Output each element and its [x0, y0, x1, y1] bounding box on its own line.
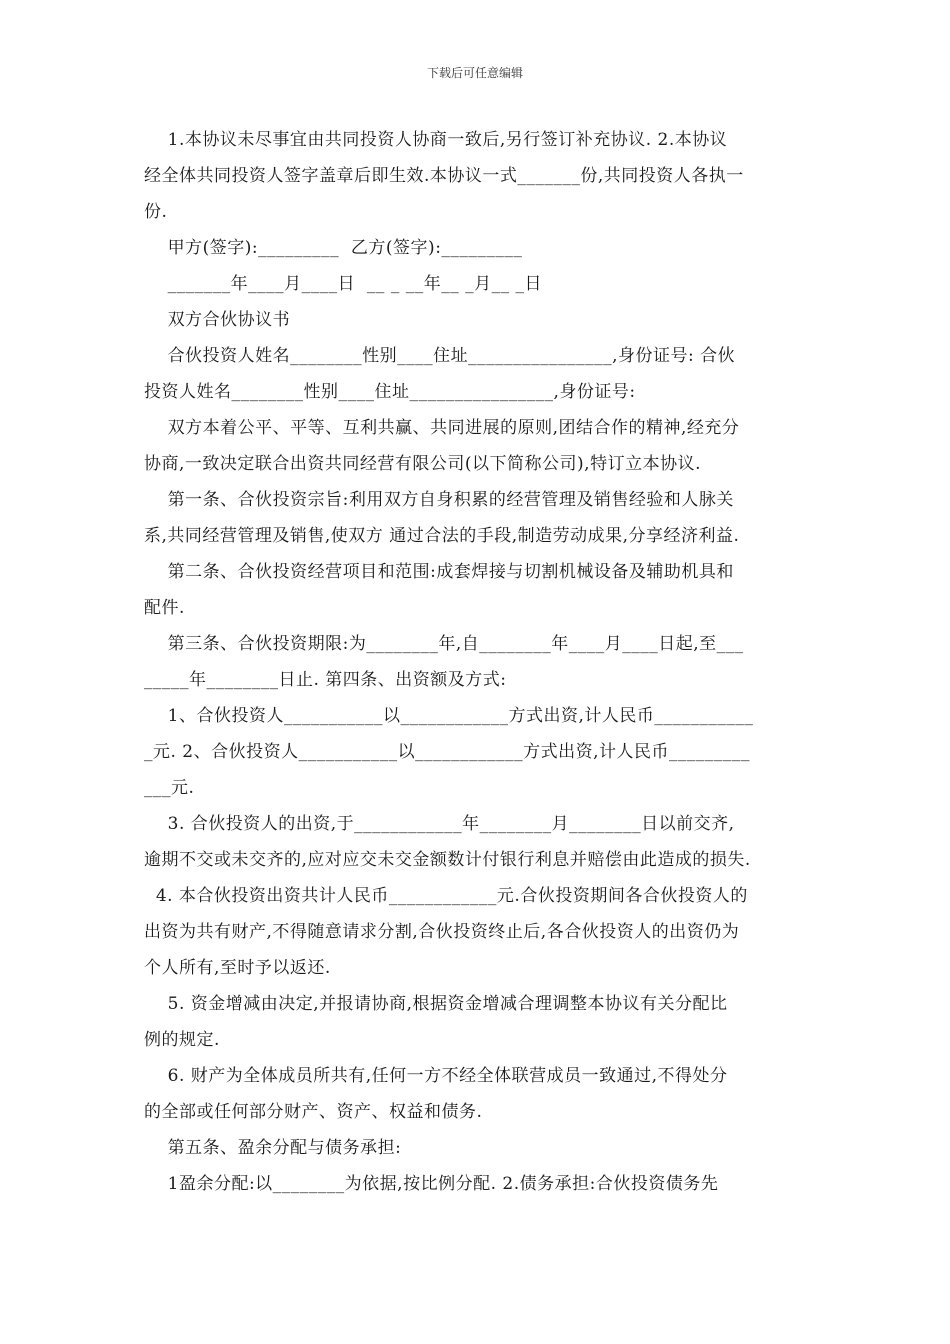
text-line: _元. 2、合伙投资人___________以____________方式出资,计人民币_________: [144, 742, 751, 762]
text-line: 双方本着公平、平等、互利共赢、共同进展的原则,团结合作的精神,经充分: [144, 418, 740, 438]
text-line: 配件.: [144, 598, 185, 618]
text-line: 合伙投资人姓名________性别____住址________________,身份证号: 合伙: [144, 346, 736, 366]
text-line: 系,共同经营管理及销售,使双方 通过合法的手段,制造劳动成果,分享经济利益.: [144, 526, 740, 546]
text-line: 出资为共有财产,不得随意请求分割,合伙投资终止后,各合伙投资人的出资仍为: [144, 922, 740, 942]
text-line: 4. 本合伙投资出资共计人民币____________元.合伙投资期间各合伙投资人的: [144, 886, 748, 906]
text-line: 第五条、盈余分配与债务承担:: [144, 1138, 402, 1158]
text-line: 个人所有,至时予以返还.: [144, 958, 331, 978]
document-body: [144, 122, 808, 1202]
text-line: 5. 资金增减由决定,并报请协商,根据资金增减合理调整本协议有关分配比: [144, 994, 728, 1014]
text-line: 协商,一致决定联合出资共同经营有限公司(以下简称公司),特订立本协议.: [144, 454, 701, 474]
text-line: 投资人姓名________性别____住址________________,身份证号:: [144, 382, 636, 402]
text-line: 6. 财产为全体成员所共有,任何一方不经全体联营成员一致通过,不得处分: [144, 1066, 728, 1086]
page-header: 下载后可任意编辑: [426, 66, 523, 80]
text-line: 第三条、合伙投资期限:为________年,自________年____月____日起,至___: [144, 634, 744, 654]
text-line: 经全体共同投资人签字盖章后即生效.本协议一式_______份,共同投资人各执一: [144, 166, 744, 186]
text-line: 甲方(签字):_________ 乙方(签字):_________: [144, 238, 523, 258]
text-line: 第一条、合伙投资宗旨:利用双方自身积累的经营管理及销售经验和人脉关: [144, 490, 734, 510]
text-line: 1、合伙投资人___________以____________方式出资,计人民币___________: [144, 706, 754, 726]
text-line: _______年____月____日 __ _ __年__ _月__ _日: [144, 274, 543, 294]
text-line: _____年________日止. 第四条、出资额及方式:: [144, 670, 507, 690]
text-line: ___元.: [144, 778, 195, 798]
text-line: 逾期不交或未交齐的,应对应交未交金额数计付银行利息并赔偿由此造成的损失.: [144, 850, 751, 870]
text-line: 份.: [144, 202, 168, 222]
text-line: 例的规定.: [144, 1030, 220, 1050]
text-line: 的全部或任何部分财产、资产、权益和债务.: [144, 1102, 483, 1122]
text-line: 第二条、合伙投资经营项目和范围:成套焊接与切割机械设备及辅助机具和: [144, 562, 734, 582]
text-line: 3. 合伙投资人的出资,于____________年________月________日以前交齐,: [144, 814, 735, 834]
text-line: 1.本协议未尽事宜由共同投资人协商一致后,另行签订补充协议. 2.本协议: [144, 130, 728, 150]
text-line: 双方合伙协议书: [144, 310, 291, 330]
text-line: 1盈余分配:以________为依据,按比例分配. 2.债务承担:合伙投资债务先: [144, 1174, 719, 1194]
